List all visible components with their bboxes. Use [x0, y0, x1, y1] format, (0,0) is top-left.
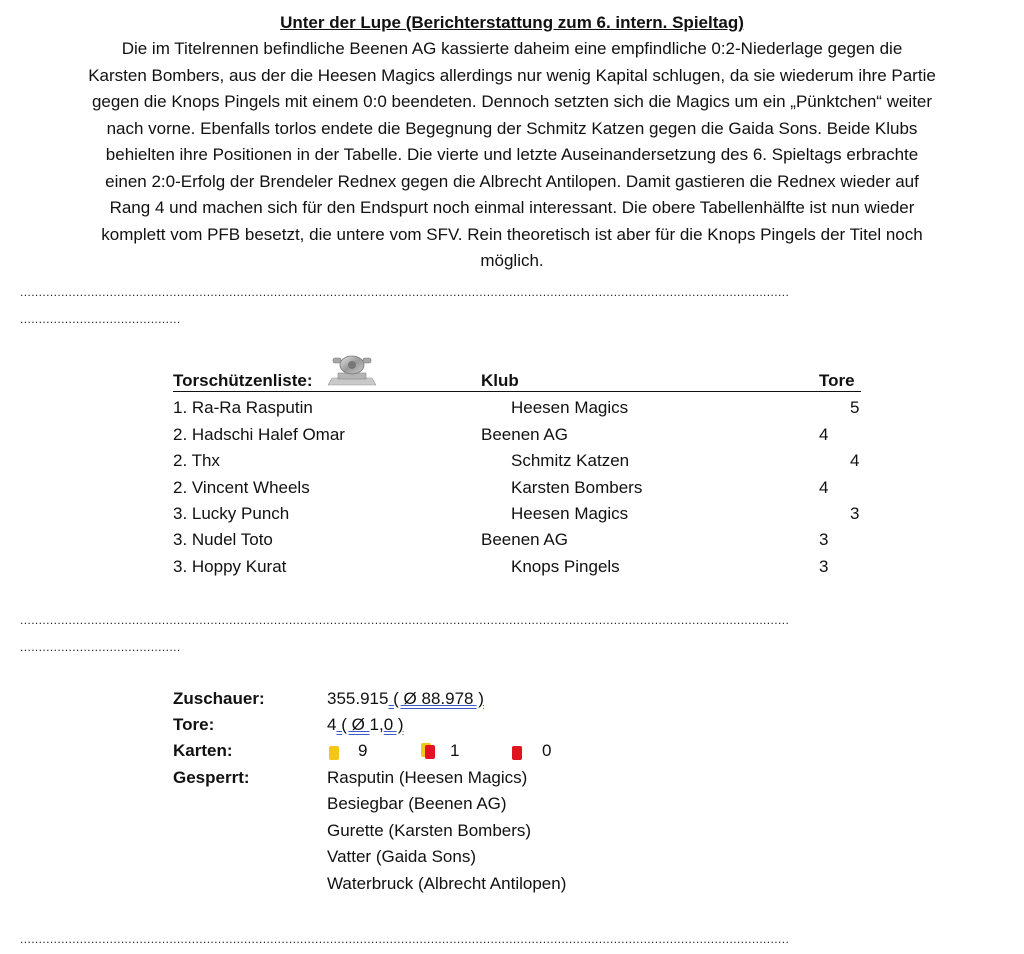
paragraph-line: behielten ihre Positionen in der Tabelle. Die vierte und letzte Auseinandersetzung des 6. Spieltags erbrachte: [105, 145, 919, 164]
yellow-red-card-icon: [421, 743, 435, 764]
spectators-label: Zuschauer:: [173, 689, 265, 708]
scorer-player: 2. Vincent Wheels: [173, 478, 310, 497]
goals-avg-dec: 0: [383, 715, 394, 734]
suspended-item: Rasputin (Heesen Magics): [327, 768, 528, 787]
scorers-header-player: Torschützenliste:: [173, 371, 313, 390]
paragraph-line: Die im Titelrennen befindliche Beenen AG kassierte daheim eine empfindliche 0:2-Niederlage gegen die: [121, 39, 903, 58]
spectators-avg: 88.978: [421, 689, 474, 708]
scorer-goals: 4: [819, 425, 829, 444]
red-card-icon: [512, 743, 522, 763]
report-title: Unter der Lupe (Berichterstattung zum 6. intern. Spieltag): [280, 13, 744, 32]
dotted-separator: ..............................................................................................................................................................................................................: [20, 933, 790, 945]
scorer-club: Beenen AG: [481, 530, 568, 549]
suspended-label: Gesperrt:: [173, 768, 250, 787]
trophy-icon: [328, 352, 376, 386]
paragraph-line: Karsten Bombers, aus der die Heesen Magics allerdings nur wenig Kapital schlugen, da sie wiederum ihre Partie: [88, 65, 936, 85]
header-underline: [173, 391, 861, 392]
yellow-red-card-count: 1: [450, 741, 460, 760]
paragraph-line: komplett vom PFB besetzt, die untere vom SFV. Rein theoretisch ist aber für die Knops Pingels der Titel noch: [101, 224, 923, 244]
paragraph-line: Rang 4 und machen sich für den Endspurt noch einmal interessant. Die obere Tabellenhälfte ist nun wieder: [109, 198, 915, 217]
goals-avg-open: ( Ø: [336, 715, 370, 734]
paragraph-line: einen 2:0-Erfolg der Brendeler Rednex gegen die Albrecht Antilopen. Damit gastieren die Rednex wieder auf: [105, 171, 919, 191]
scorer-goals: 4: [819, 478, 829, 497]
scorer-club: Knops Pingels: [511, 557, 620, 576]
scorers-header-club: Klub: [481, 371, 519, 390]
scorer-goals: 3: [850, 504, 860, 523]
scorer-goals: 3: [819, 557, 829, 576]
yellow-card-count: 9: [358, 741, 368, 760]
scorer-goals: 3: [819, 530, 829, 549]
paragraph-line: möglich.: [480, 251, 544, 270]
goals-value: [327, 714, 404, 736]
dotted-separator: ..............................................................................................................................................................................................................: [20, 614, 790, 626]
spectators-total: 355.915: [327, 689, 389, 708]
scorer-player: 3. Nudel Toto: [173, 530, 273, 549]
suspended-item: Vatter (Gaida Sons): [327, 847, 476, 866]
dotted-separator: ..............................................................................................................................................................................................................: [20, 286, 790, 298]
scorers-header-goals: Tore: [819, 371, 855, 390]
scorer-club: Heesen Magics: [511, 398, 629, 417]
scorer-player: 2. Thx: [173, 451, 220, 470]
dotted-separator: ...........................................: [20, 313, 181, 325]
red-card-count: 0: [542, 741, 552, 760]
scorer-player: 2. Hadschi Halef Omar: [173, 425, 345, 444]
scorer-player: 1. Ra-Ra Rasputin: [173, 398, 313, 417]
scorer-club: Schmitz Katzen: [511, 451, 630, 470]
scorer-club: Heesen Magics: [511, 504, 629, 523]
spectators-avg-open: ( Ø: [388, 689, 422, 708]
suspended-item: Besiegbar (Beenen AG): [327, 794, 507, 813]
goals-avg-int: 1,: [369, 715, 384, 734]
yellow-card-icon: [329, 743, 339, 763]
cards-label: Karten:: [173, 741, 233, 760]
goals-avg-close: ): [393, 715, 404, 734]
scorer-player: 3. Hoppy Kurat: [173, 557, 287, 576]
scorer-goals: 5: [850, 398, 860, 417]
spectators-avg-close: ): [473, 689, 484, 708]
scorer-club: Karsten Bombers: [511, 478, 643, 497]
dotted-separator: ...........................................: [20, 641, 181, 653]
scorer-club: Beenen AG: [481, 425, 568, 444]
goals-total: 4: [327, 715, 337, 734]
paragraph-line: gegen die Knops Pingels mit einem 0:0 beendeten. Dennoch setzten sich die Magics um ein „Pünktchen“ weiter: [91, 92, 933, 111]
suspended-item: Waterbruck (Albrecht Antilopen): [327, 874, 567, 893]
goals-label: Tore:: [173, 715, 215, 734]
suspended-item: Gurette (Karsten Bombers): [327, 821, 532, 840]
scorer-player: 3. Lucky Punch: [173, 504, 290, 523]
report-paragraph: [20, 36, 1004, 275]
spectators-value: [327, 688, 484, 710]
scorer-goals: 4: [850, 451, 860, 470]
paragraph-line: nach vorne. Ebenfalls torlos endete die Begegnung der Schmitz Katzen gegen die Gaida Sons. Beide Klubs: [106, 118, 918, 138]
